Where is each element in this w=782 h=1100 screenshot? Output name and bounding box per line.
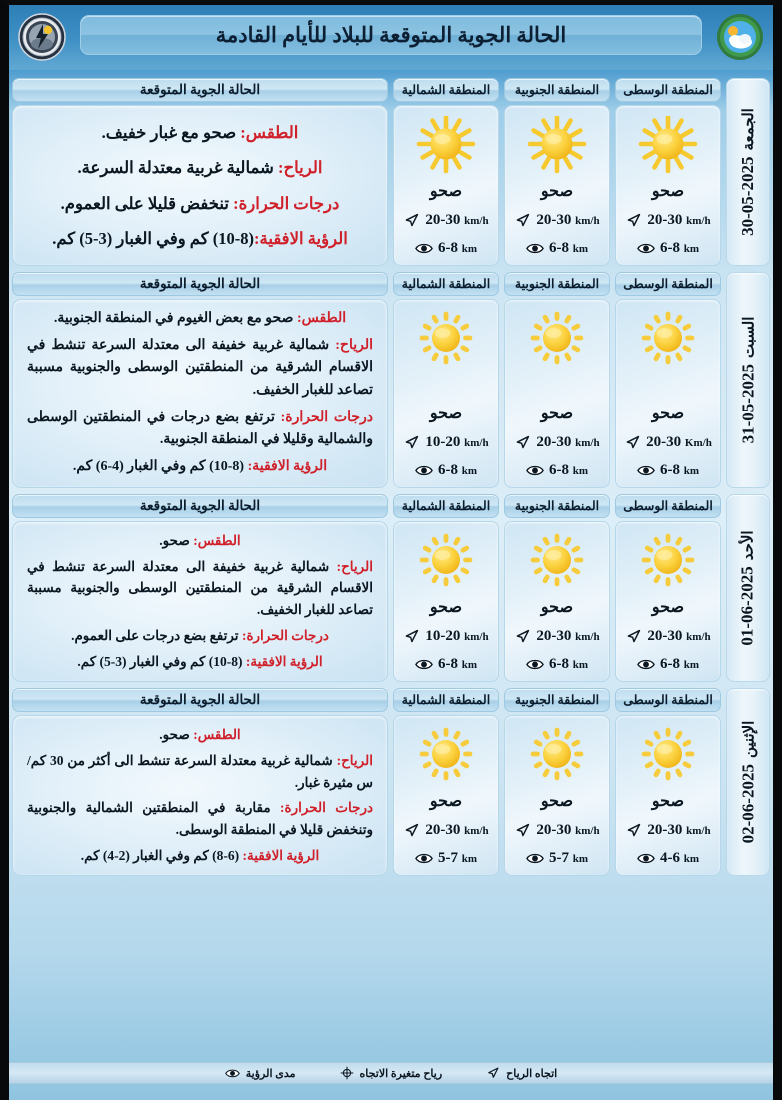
date-column xyxy=(726,78,770,266)
visibility-metric xyxy=(507,656,607,673)
variable-wind-icon xyxy=(340,1066,354,1080)
wind-direction-arrow-icon xyxy=(486,1066,500,1080)
forecast-line-winds xyxy=(27,556,373,622)
forecast-date: 2025-05-30 xyxy=(738,156,757,236)
eye-visibility-icon xyxy=(526,464,544,477)
forecast-value-temperatures: ترتفع بضع درجات على العموم. xyxy=(71,628,242,644)
eye-visibility-icon xyxy=(637,242,655,255)
wind-metric xyxy=(507,628,607,645)
visibility-value: 6-8 km xyxy=(659,655,700,672)
visibility-value: 6-8 km xyxy=(437,240,478,256)
forecast-label-winds: الرياح: xyxy=(335,337,373,353)
eye-visibility-icon xyxy=(225,1068,240,1079)
forecast-value-visibility: (8-10) كم وفي الغبار (3-5) كم. xyxy=(77,654,246,669)
region-body xyxy=(393,521,499,682)
wind-metric xyxy=(618,822,718,839)
region-header-north: المنطقة الشمالية xyxy=(393,494,499,518)
forecast-date: 2025-05-31 xyxy=(738,363,757,444)
wind-metric xyxy=(396,212,496,229)
sky-condition-text: صحو xyxy=(540,404,574,422)
region-header-central: المنطقة الوسطى xyxy=(615,494,721,518)
region-card-south xyxy=(504,78,610,266)
poster-title-bar xyxy=(80,15,702,55)
region-card-central xyxy=(615,688,721,876)
visibility-metric xyxy=(618,656,718,673)
sun-rays-icon xyxy=(415,310,477,373)
region-header-south: المنطقة الجنوبية xyxy=(504,272,610,296)
sky-condition-text: صحو xyxy=(651,598,685,616)
forecast-value-visibility: (8-10) كم وفي الغبار (3-5) كم. xyxy=(52,228,255,248)
visibility-metric xyxy=(618,462,718,479)
page-title: الحالة الجوية المتوقعة للبلاد للأيام القادمة xyxy=(215,22,567,47)
region-body xyxy=(615,715,721,876)
forecast-value-winds: شمالية غربية خفيفة الى معتدلة السرعة تنشط في الاقسام الشرقية من المنطقتين الوسطى والجنوبية مسببة تصاعد للغبار الخفيف. xyxy=(27,558,373,618)
forecast-label-temperatures: درجات الحرارة: xyxy=(280,409,373,425)
visibility-value: 5-7 km xyxy=(548,850,589,867)
forecast-label-winds: الرياح: xyxy=(277,158,323,178)
wind-speed-value: 20-30 Km/h xyxy=(646,433,712,450)
region-header-central: المنطقة الوسطى xyxy=(615,78,721,102)
sun-rays-icon xyxy=(526,726,588,789)
legend-item-eye-visibility xyxy=(225,1067,296,1080)
date-column xyxy=(726,688,770,876)
visibility-value: 4-6 km xyxy=(659,850,700,867)
forecast-line-visibility xyxy=(27,223,373,254)
visibility-metric xyxy=(396,656,496,673)
visibility-value: 6-8 km xyxy=(548,461,589,478)
forecast-panel-body xyxy=(12,105,388,266)
visibility-metric xyxy=(507,462,607,479)
sun-rays-icon xyxy=(415,532,477,595)
forecast-value-weather: صحو مع غبار خفيف. xyxy=(101,122,241,142)
wind-metric xyxy=(507,822,607,839)
wind-speed-value: 20-30 km/h xyxy=(647,627,711,644)
sun-icon xyxy=(637,116,699,179)
poster-header xyxy=(0,0,782,70)
forecast-line-weather xyxy=(27,530,373,552)
sky-condition-text: صحو xyxy=(429,793,463,811)
wind-direction-arrow-icon xyxy=(625,628,642,645)
region-card-south xyxy=(504,688,610,876)
sun-rays-icon xyxy=(637,726,699,789)
footer-legend xyxy=(9,1062,773,1084)
wind-direction-arrow-icon xyxy=(403,434,420,451)
visibility-value: 5-7 km xyxy=(437,850,478,867)
region-header-north: المنطقة الشمالية xyxy=(393,78,499,102)
forecast-label-weather: الطقس: xyxy=(193,726,241,742)
wind-speed-value: 20-30 km/h xyxy=(536,822,600,839)
forecast-row xyxy=(12,494,770,682)
eye-visibility-icon xyxy=(415,464,433,477)
legend-label: رياح متغيرة الاتجاه xyxy=(359,1067,443,1080)
forecast-line-temperatures xyxy=(27,797,373,841)
visibility-value: 6-8 km xyxy=(659,461,700,478)
sky-condition-text: صحو xyxy=(651,404,685,422)
region-body xyxy=(615,521,721,682)
sky-condition-text: صحو xyxy=(540,183,574,200)
forecast-panel-body xyxy=(12,521,388,682)
forecast-label-temperatures: درجات الحرارة: xyxy=(280,800,373,816)
region-body xyxy=(504,105,610,266)
forecast-label-temperatures: درجات الحرارة: xyxy=(233,193,340,213)
region-cards xyxy=(393,688,721,876)
wind-direction-arrow-icon xyxy=(514,212,531,229)
wind-direction-arrow-icon xyxy=(403,628,420,645)
wind-speed-value: 20-30 km/h xyxy=(647,822,711,839)
eye-visibility-icon xyxy=(526,242,544,255)
region-card-central xyxy=(615,494,721,682)
wind-metric xyxy=(396,628,496,645)
forecast-value-weather: صحو. xyxy=(159,532,194,548)
forecast-rows xyxy=(0,70,782,876)
forecast-line-winds xyxy=(27,750,373,794)
visibility-metric xyxy=(618,850,718,867)
forecast-value-winds: شمالية غربية خفيفة الى معتدلة السرعة تنشط في الاقسام الشرقية من المنطقتين الوسطى والجنوبية مسببة تصاعد للغبار الخفيف. xyxy=(27,337,373,399)
day-of-week: الإثنين xyxy=(741,720,757,758)
region-body xyxy=(393,299,499,488)
wind-speed-value: 20-30 km/h xyxy=(536,627,600,644)
sky-condition-text: صحو xyxy=(651,183,685,200)
sky-condition-text: صحو xyxy=(429,404,463,422)
date-column xyxy=(726,272,770,488)
region-body xyxy=(393,715,499,876)
forecast-row xyxy=(12,688,770,876)
forecast-line-visibility xyxy=(27,651,373,673)
forecast-row xyxy=(12,78,770,266)
sun-rays-icon xyxy=(637,310,699,373)
wind-speed-value: 20-30 km/h xyxy=(536,433,600,450)
forecast-label-winds: الرياح: xyxy=(336,558,373,574)
region-body xyxy=(504,715,610,876)
wind-speed-value: 20-30 km/h xyxy=(647,212,711,228)
eye-visibility-icon xyxy=(415,658,433,671)
forecast-line-winds xyxy=(27,152,373,183)
forecast-line-weather xyxy=(27,724,373,746)
region-cards xyxy=(393,272,721,488)
wind-direction-arrow-icon xyxy=(514,434,531,451)
forecast-value-winds: شمالية غربية معتدلة السرعة تنشط الى أكثر من 30 كم/س مثيرة غبار. xyxy=(27,752,373,790)
region-cards xyxy=(393,494,721,682)
wind-metric xyxy=(507,434,607,451)
eye-visibility-icon xyxy=(637,852,655,865)
visibility-metric xyxy=(507,240,607,257)
forecast-value-weather: صحو. xyxy=(159,726,194,742)
eye-visibility-icon xyxy=(526,852,544,865)
region-card-south xyxy=(504,494,610,682)
wind-speed-value: 20-30 km/h xyxy=(425,212,489,228)
wind-metric xyxy=(618,434,718,451)
visibility-value: 6-8 km xyxy=(548,655,589,672)
wind-metric xyxy=(396,822,496,839)
forecast-label-weather: الطقس: xyxy=(240,122,299,142)
forecast-panel xyxy=(12,494,388,682)
forecast-value-temperatures: مقاربة في المنطقتين الشمالية والجنوبية وتنخفض قليلا في المنطقة الوسطى. xyxy=(27,800,373,838)
region-card-south xyxy=(504,272,610,488)
visibility-metric xyxy=(396,850,496,867)
forecast-panel-body xyxy=(12,715,388,876)
day-of-week: الجمعة xyxy=(741,108,757,151)
region-body xyxy=(504,521,610,682)
region-card-central xyxy=(615,78,721,266)
forecast-panel xyxy=(12,688,388,876)
legend-item-variable-wind xyxy=(340,1066,443,1080)
forecast-line-visibility xyxy=(27,456,373,479)
forecast-panel xyxy=(12,272,388,488)
sun-rays-icon xyxy=(526,532,588,595)
wind-metric xyxy=(618,628,718,645)
visibility-metric xyxy=(396,462,496,479)
region-body xyxy=(393,105,499,266)
sky-condition-text: صحو xyxy=(651,793,685,811)
wind-direction-arrow-icon xyxy=(624,434,641,451)
visibility-value: 6-8 km xyxy=(659,240,700,256)
region-header-north: المنطقة الشمالية xyxy=(393,272,499,296)
forecast-panel-body xyxy=(12,299,388,488)
region-header-central: المنطقة الوسطى xyxy=(615,688,721,712)
forecast-label-weather: الطقس: xyxy=(296,311,347,326)
wind-direction-arrow-icon xyxy=(625,822,642,839)
forecast-line-visibility xyxy=(27,845,373,867)
forecast-value-weather: صحو مع بعض الغيوم في المنطقة الجنوبية. xyxy=(53,311,297,326)
sky-condition-text: صحو xyxy=(540,793,574,811)
forecast-value-winds: شمالية غربية معتدلة السرعة. xyxy=(77,158,278,178)
sun-rays-icon xyxy=(526,310,588,373)
wind-metric xyxy=(618,212,718,229)
forecast-label-visibility: الرؤية الافقية: xyxy=(247,459,328,475)
forecast-label-visibility: الرؤية الافقية: xyxy=(254,228,348,248)
region-header-south: المنطقة الجنوبية xyxy=(504,494,610,518)
visibility-metric xyxy=(507,850,607,867)
wind-speed-value: 20-30 km/h xyxy=(536,212,600,228)
wind-metric xyxy=(507,212,607,229)
forecast-label-visibility: الرؤية الافقية: xyxy=(245,654,323,669)
wind-speed-value: 20-30 km/h xyxy=(425,822,489,839)
date-column xyxy=(726,494,770,682)
forecast-line-temperatures xyxy=(27,188,373,219)
eye-visibility-icon xyxy=(526,658,544,671)
wind-direction-arrow-icon xyxy=(403,822,420,839)
region-header-south: المنطقة الجنوبية xyxy=(504,688,610,712)
sky-condition-text: صحو xyxy=(429,598,463,616)
day-of-week: السبت xyxy=(741,316,757,358)
forecast-value-temperatures: ترتفع بضع درجات في المنطقتين الوسطى والشمالية وقليلا في المنطقة الجنوبية. xyxy=(27,409,373,448)
forecast-line-weather xyxy=(27,117,373,148)
forecast-label-winds: الرياح: xyxy=(336,752,373,768)
forecast-label-weather: الطقس: xyxy=(193,532,241,548)
forecast-panel-header: الحالة الجوية المتوقعة xyxy=(12,494,388,518)
region-card-north xyxy=(393,272,499,488)
forecast-panel-header: الحالة الجوية المتوقعة xyxy=(12,272,388,296)
forecast-value-visibility: (8-10) كم وفي الغبار (4-6) كم. xyxy=(72,459,248,475)
legend-label: اتجاه الرياح xyxy=(506,1067,558,1080)
wind-speed-value: 10-20 km/h xyxy=(425,433,489,450)
eye-visibility-icon xyxy=(637,658,655,671)
region-header-south: المنطقة الجنوبية xyxy=(504,78,610,102)
forecast-value-visibility: (6-8) كم وفي الغبار (2-4) كم. xyxy=(80,848,243,864)
forecast-line-temperatures xyxy=(27,625,373,647)
forecast-line-weather xyxy=(27,308,373,331)
legend-item-wind-direction-arrow xyxy=(486,1066,557,1080)
lightning-emblem-logo xyxy=(18,13,66,61)
forecast-panel-header: الحالة الجوية المتوقعة xyxy=(12,78,388,102)
wind-direction-arrow-icon xyxy=(625,212,642,229)
sky-condition-text: صحو xyxy=(540,598,574,616)
wind-direction-arrow-icon xyxy=(403,212,420,229)
region-card-north xyxy=(393,78,499,266)
wind-metric xyxy=(396,434,496,451)
region-body xyxy=(615,105,721,266)
forecast-row xyxy=(12,272,770,488)
eye-visibility-icon xyxy=(637,464,655,477)
visibility-metric xyxy=(396,240,496,257)
forecast-label-temperatures: درجات الحرارة: xyxy=(241,628,329,644)
region-body xyxy=(504,299,610,488)
day-of-week: الأحد xyxy=(741,530,757,561)
sky-condition-text: صحو xyxy=(429,183,463,200)
sun-cloud-badge-logo xyxy=(716,13,764,61)
wind-direction-arrow-icon xyxy=(514,628,531,645)
forecast-line-winds xyxy=(27,335,373,403)
sun-icon xyxy=(526,116,588,179)
wind-direction-arrow-icon xyxy=(514,822,531,839)
forecast-label-visibility: الرؤية الافقية: xyxy=(242,848,320,864)
forecast-panel xyxy=(12,78,388,266)
forecast-date: 2025-06-01 xyxy=(738,566,757,646)
region-cards xyxy=(393,78,721,266)
legend-label: مدى الرؤية xyxy=(245,1067,296,1080)
sun-rays-icon xyxy=(415,726,477,789)
forecast-line-temperatures xyxy=(27,407,373,452)
region-card-north xyxy=(393,688,499,876)
region-header-north: المنطقة الشمالية xyxy=(393,688,499,712)
eye-visibility-icon xyxy=(415,852,433,865)
eye-visibility-icon xyxy=(415,242,433,255)
visibility-metric xyxy=(618,240,718,257)
sun-icon xyxy=(415,116,477,179)
region-card-central xyxy=(615,272,721,488)
sun-rays-icon xyxy=(637,532,699,595)
region-header-central: المنطقة الوسطى xyxy=(615,272,721,296)
forecast-date: 2025-06-02 xyxy=(738,763,757,844)
wind-speed-value: 10-20 km/h xyxy=(425,627,489,644)
visibility-value: 6-8 km xyxy=(437,655,478,672)
visibility-value: 6-8 km xyxy=(548,240,589,256)
region-body xyxy=(615,299,721,488)
forecast-panel-header: الحالة الجوية المتوقعة xyxy=(12,688,388,712)
region-card-north xyxy=(393,494,499,682)
visibility-value: 6-8 km xyxy=(437,461,478,478)
forecast-value-temperatures: تنخفض قليلا على العموم. xyxy=(60,193,234,213)
